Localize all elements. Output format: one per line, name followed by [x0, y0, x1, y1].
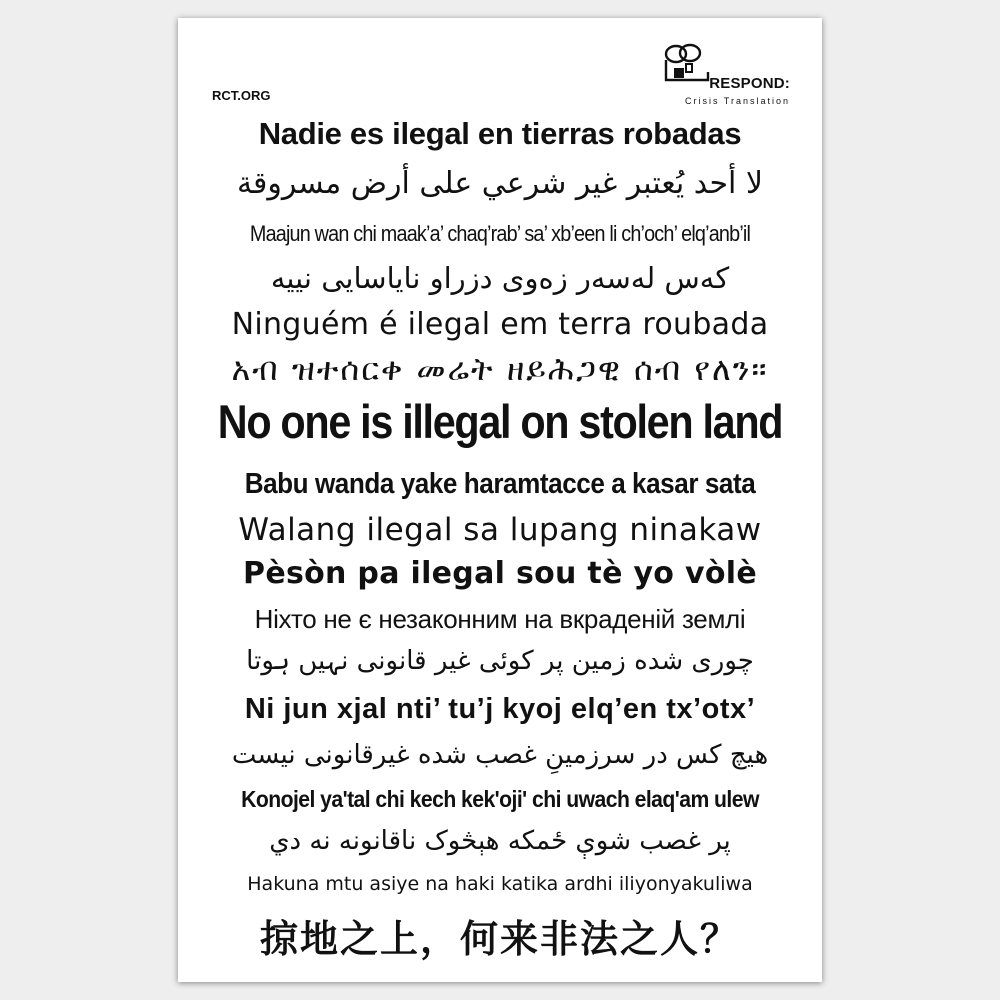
- line-haitian-creole: Pèsòn pa ilegal sou tè yo vòlè: [243, 556, 757, 591]
- line-arabic: لا أحد يُعتبر غير شرعي على أرض مسروقة: [236, 166, 764, 201]
- line-tagalog: Walang ilegal sa lupang ninakaw: [238, 512, 762, 548]
- line-chinese: 掠地之上，何来非法之人？: [259, 917, 740, 961]
- line-tigrinya: አብ ዝተሰርቀ መሬት ዘይሕጋዊ ሰብ የለን።: [231, 350, 769, 388]
- logo-title: RESPOND:: [709, 75, 790, 92]
- line-swahili: Hakuna mtu asiye na haki katika ardhi iliyonyakuliwa: [247, 873, 753, 895]
- line-english: No one is illegal on stolen land: [217, 395, 783, 448]
- line-mam: Ni jun xjal nti’ tu’j kyoj elq’en tx’otx’: [244, 693, 756, 725]
- line-persian: هیچ کس در سرزمینِ غصب شده غیرقانونی نیست: [231, 740, 769, 770]
- line-urdu: چوری شده زمین پر کوئی غیر قانونی نہیں ہوتا: [246, 646, 754, 676]
- logo-subtitle: Crisis Translation: [684, 96, 790, 106]
- speech-bubbles-icon: [662, 42, 714, 84]
- line-ukrainian: Ніхто не є незаконним на вкраденій землі: [254, 604, 746, 634]
- line-kurdish: کەس لەسەر زەوی دزراو نایاسایی نییە: [270, 261, 730, 295]
- site-url: RCT.ORG: [212, 88, 271, 103]
- line-hausa: Babu wanda yake haramtacce a kasar sata: [244, 468, 756, 500]
- line-pashto: پر غصب شوې ځمکه هېڅوک ناقانونه نه دي: [269, 826, 731, 856]
- line-portuguese: Ninguém é ilegal em terra roubada: [231, 307, 769, 342]
- line-qeqchi: Maajun wan chi maak’a’ chaq’rab’ sa’ xb’een li ch’och’ elq’anb’il: [249, 221, 751, 246]
- poster: [178, 18, 822, 982]
- line-kaqchikel: Konojel ya'tal chi kech kek'oji' chi uwach elaq'am ulew: [241, 786, 759, 812]
- line-spanish: Nadie es ilegal en tierras robadas: [258, 116, 742, 151]
- respond-logo: [660, 42, 790, 106]
